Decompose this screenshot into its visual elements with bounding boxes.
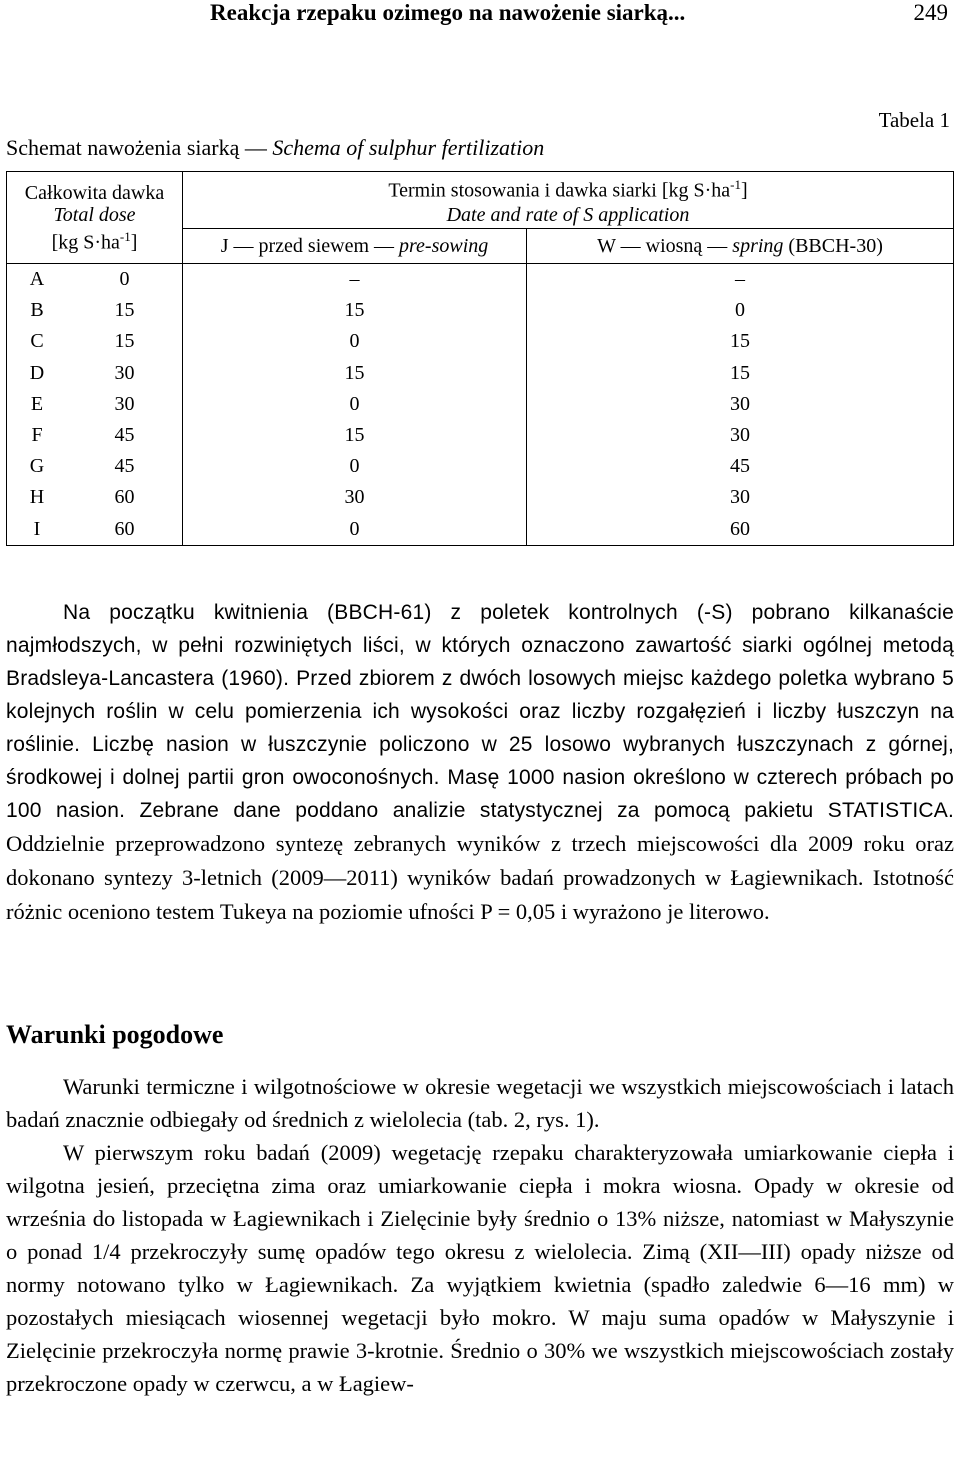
header-dose-unit: [kg $S\cdot ha^{-1}$]: [51, 228, 138, 254]
table-caption-en: Schema of sulphur fertilization: [272, 135, 545, 160]
spring-cell: 15: [527, 326, 954, 357]
table-row: [7, 326, 954, 357]
table-row: [7, 295, 954, 326]
total-dose-cell: 15: [67, 326, 183, 357]
spring-cell: 30: [527, 389, 954, 420]
spring-cell: 45: [527, 451, 954, 482]
presowing-cell: 0: [183, 451, 527, 482]
presowing-cell: 0: [183, 389, 527, 420]
spring-cell: 30: [527, 482, 954, 513]
spring-cell: 0: [527, 295, 954, 326]
row-label: G: [7, 451, 68, 482]
spring-cell: 30: [527, 420, 954, 451]
table-caption-pl: Schemat nawożenia siarką —: [6, 135, 267, 160]
header-presowing: J — przed siewem — pre-sowing: [183, 229, 527, 264]
running-header: Reakcja rzepaku ozimego na nawożenie siarką...: [210, 0, 686, 25]
weather-paragraph-1: Warunki termiczne i wilgotnościowe w okresie wegetacji we wszystkich miejscowościach i latach badań znacznie odbiegały od średnich z wielolecia (tab. 2, rys. 1).: [6, 1074, 954, 1132]
weather-paragraph-2: W pierwszym roku badań (2009) wegetację rzepaku charakteryzowała umiarkowanie ciepła i wilgotna jesień, przeciętna zima oraz umiarkowanie ciepła i mokra wiosna. Opady w okresie od września do listopada w Łagiewnikach i Zielęcinie były średnio o 13% niższe, natomiast w Małyszynie o ponad 1/4 przekroczyły sumę opadów tego okresu z wielolecia. Zimą (XII—III) opady niższe od normy notowano tylko w Łagiewnikach. Za wyjątkiem kwietnia (spadło zaledwie 6—16 mm) w pozostałych miesiącach wiosennej wegetacji było mokro. W maju suma opadów w Małyszynie i Zielęcinie przekroczyła normę prawie 3-krotnie. Średnio o 30% we wszystkich miejscowościach zostały przekroczone opady w czerwcu, a w Łagiew-: [6, 1140, 954, 1396]
table-label: Tabela 1: [878, 108, 950, 132]
presowing-cell: 0: [183, 326, 527, 357]
header-total-dose: [7, 172, 183, 264]
weather-section: [6, 1070, 954, 1400]
page-number: 249: [913, 0, 948, 25]
table-row: [7, 514, 954, 546]
header-term: [183, 172, 954, 229]
row-label: H: [7, 482, 68, 513]
table-row: [7, 420, 954, 451]
section-heading: Warunki pogodowe: [6, 1020, 224, 1049]
total-dose-cell: 30: [67, 389, 183, 420]
header-term-pl: Termin stosowania i dawka siarki [kg $S\cdot ha^{-1}$]: [388, 177, 748, 202]
total-dose-cell: 15: [67, 295, 183, 326]
table-row: [7, 358, 954, 389]
presowing-cell: 30: [183, 482, 527, 513]
header-term-en: Date and rate of S application: [446, 203, 690, 226]
total-dose-cell: 45: [67, 451, 183, 482]
spring-cell: 15: [527, 358, 954, 389]
methods-text-sans: Na początku kwitnienia (BBCH-61) z poletek kontrolnych (-S) pobrano kilkanaście najmłodszych, w pełni rozwiniętych liści, w których oznaczono zawartość siarki ogólnej metodą Bradsleya-Lancastera (1960). Przed zbiorem z dwóch losowych miejsc każdego poletka wybrano 5 kolejnych roślin w celu pomierzenia ich wysokości oraz liczby rozgałęzień i liczby łuszczyn na roślinie. Liczbę nasion w łuszczynie policzono w 25 losowo wybranych łuszczynach z górnej, środkowej i dolnej partii gron owoconośnych. Masę 1000 nasion określono w czterech próbach po 100 nasion. Zebrane dane poddano analizie statystycznej za pomocą pakietu STATISTICA.: [6, 601, 954, 822]
row-label: I: [7, 514, 68, 546]
row-label: F: [7, 420, 68, 451]
table-row: [7, 264, 954, 296]
row-label: C: [7, 326, 68, 357]
table-row: [7, 482, 954, 513]
header-spring: W — wiosną — spring (BBCH-30): [527, 229, 954, 264]
presowing-cell: 15: [183, 420, 527, 451]
row-label: E: [7, 389, 68, 420]
table-caption: [6, 135, 544, 161]
total-dose-cell: 60: [67, 514, 183, 546]
header-dose-pl: Całkowita dawka: [24, 181, 165, 204]
presowing-cell: 0: [183, 514, 527, 546]
presowing-cell: 15: [183, 295, 527, 326]
row-label: B: [7, 295, 68, 326]
methods-text-serif: Oddzielnie przeprowadzono syntezę zebranych wyników z trzech miejscowości dla 2009 roku oraz dokonano syntezy 3-letnich (2009—2011) wyników badań prowadzonych w Łagiewnikach. Istotność różnic oceniono testem Tukeya na poziomie ufności P = 0,05 i wyrażono je literowo.: [6, 831, 954, 924]
header-dose-en: Total dose: [53, 203, 136, 226]
table-row: [7, 451, 954, 482]
row-label: D: [7, 358, 68, 389]
presowing-cell: 15: [183, 358, 527, 389]
spring-cell: –: [527, 264, 954, 296]
total-dose-cell: 45: [67, 420, 183, 451]
spring-cell: 60: [527, 514, 954, 546]
presowing-cell: –: [183, 264, 527, 296]
total-dose-cell: 30: [67, 358, 183, 389]
row-label: A: [7, 264, 68, 296]
fertilization-table: [6, 171, 954, 546]
total-dose-cell: 0: [67, 264, 183, 296]
total-dose-cell: 60: [67, 482, 183, 513]
methods-paragraph: [6, 596, 954, 929]
table-row: [7, 389, 954, 420]
